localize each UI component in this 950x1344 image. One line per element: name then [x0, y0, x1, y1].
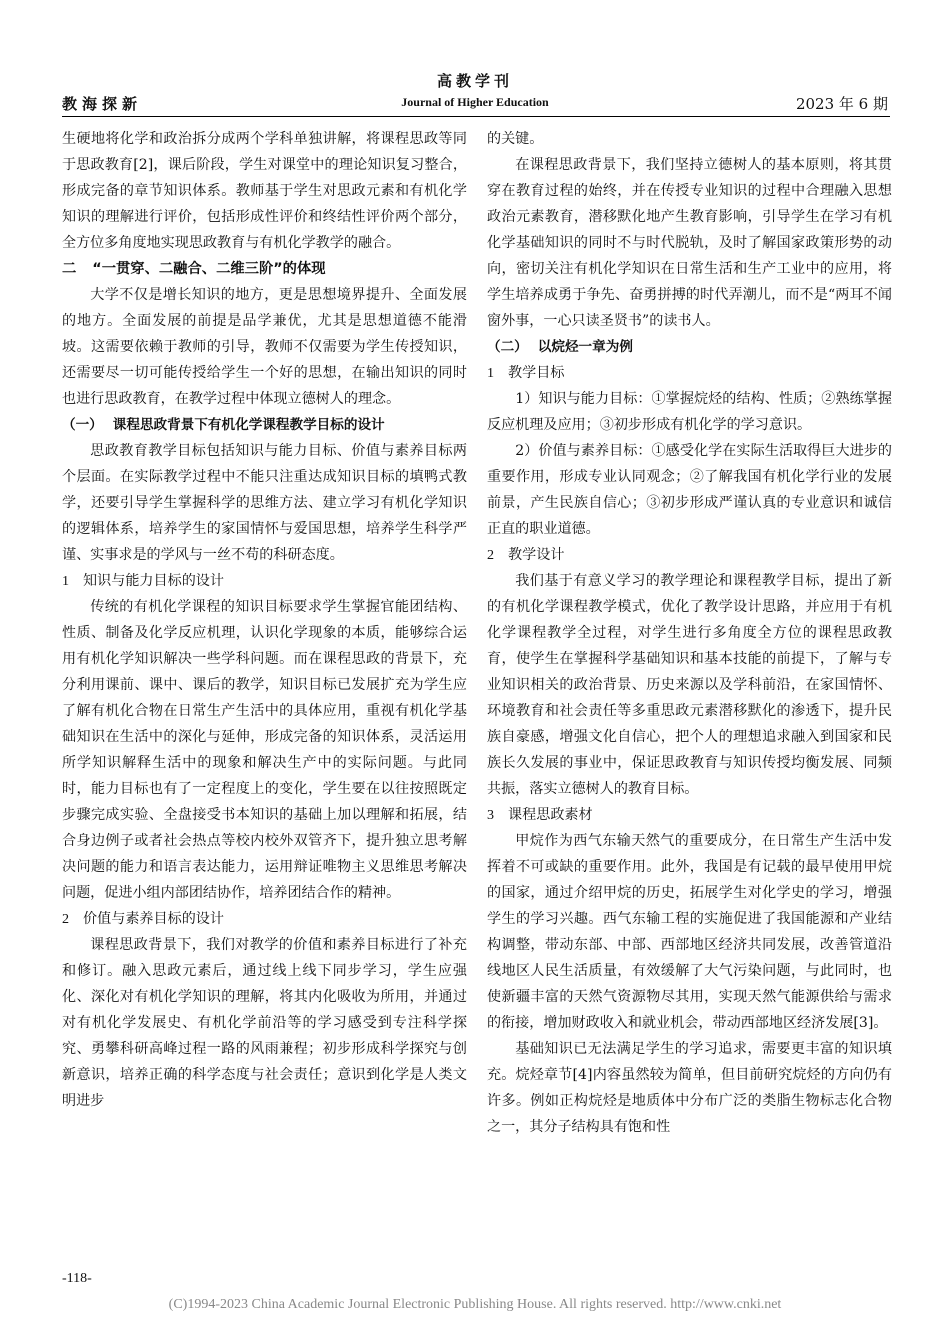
copyright-notice: (C)1994-2023 China Academic Journal Electronic Publishing House. All rights reserved. http://www.cnki.net: [168, 1297, 782, 1312]
subsection-heading: [487, 542, 892, 568]
paragraph: 基础知识已无法满足学生的学习追求，需要更丰富的知识填充。烷烃章节[4]内容虽然较为简单，但目前研究烷烃的方向仍有许多。例如正构烷烃是地质体中分布广泛的类脂生物标志化合物之一，其分子结构具有饱和性: [487, 1041, 892, 1135]
journal-title-cn: 高教学刊: [436, 72, 513, 90]
paragraph: 大学不仅是增长知识的地方，更是思想境界提升、全面发展的地方。全面发展的前提是品学兼优，尤其是思想道德不能滑坡。这需要依赖于教师的引导，教师不仅需要为学生传授知识，还需要尽一切可能传授给学生一个好的思想，在输出知识的同时也进行思政教育，在教学过程中体现立德树人的理念。: [62, 287, 467, 407]
section-heading: [62, 256, 467, 282]
paragraph: 生硬地将化学和政治拆分成两个学科单独讲解，将课程思政等同于思政教育[2]，课后阶段，学生对课堂中的理论知识复习整合，形成完备的章节知识体系。教师基于学生对思政元素和有机化学知识的理解进行评价，包括形成性评价和终结性评价两个部分，全方位多角度地实现思政教育与有机化学教学的融合。: [62, 131, 467, 251]
paragraph: 2）价值与素养目标：①感受化学在实际生活取得巨大进步的重要作用，形成专业认同观念；②了解我国有机化学行业的发展前景，产生民族自信心；③初步形成严谨认真的专业意识和诚信正直的职业道德。: [487, 443, 892, 537]
subsection-heading: [487, 802, 892, 828]
section-heading: [62, 412, 467, 438]
section-heading: [487, 334, 892, 360]
paragraph: 我们基于有意义学习的教学理论和课程教学目标，提出了新的有机化学课程教学模式，优化了教学设计思路，并应用于有机化学课程教学全过程，对学生进行多角度全方位的课程思政教育，使学生在掌握科学基础知识和基本技能的前提下，了解与专业知识相关的政治背景、历史来源以及学科前沿，在家国情怀、环境教育和社会责任等多重思政元素潜移默化的渗透下，提升民族自豪感，增强文化自信心，把个人的理想追求融入到国家和民族长久发展的事业中，保证思政教育与知识传授均衡发展、同频共振，落实立德树人的教育目标。: [487, 573, 892, 797]
heading-number: （二）: [487, 339, 528, 355]
subsection-heading: [62, 906, 467, 932]
page-number: -118-: [62, 1271, 92, 1286]
paragraph: 思政教育教学目标包括知识与能力目标、价值与素养目标两个层面。在实际教学过程中不能只注重达成知识目标的填鸭式教学，还要引导学生掌握科学的思维方法、建立学习有机化学知识的逻辑体系，培养学生的家国情怀与爱国思想，培养学生科学严谨、实事求是的学风与一丝不苟的科研态度。: [62, 443, 467, 563]
heading-number: 1: [62, 573, 70, 589]
heading-text: 价值与素养目标的设计: [83, 911, 224, 927]
paragraph: 的关键。: [487, 131, 544, 147]
paragraph: 在课程思政背景下，我们坚持立德树人的基本原则，将其贯穿在教育过程的始终，并在传授专业知识的过程中合理融入思想政治元素教育，潜移默化地产生教育影响，引导学生在学习有机化学基础知识的同时不与时代脱轨，及时了解国家政策形势的动向，密切关注有机化学知识在日常生活和生产工业中的应用，将学生培养成勇于争先、奋勇拼搏的时代弄潮儿，而不是“两耳不闻窗外事，一心只读圣贤书”的读书人。: [487, 157, 892, 329]
left-column: [62, 126, 467, 1114]
paragraph: 课程思政背景下，我们对教学的价值和素养目标进行了补充和修订。融入思政元素后，通过线上线下同步学习，学生应强化、深化对有机化学知识的理解，将其内化吸收为所用，并通过对有机化学发展史、有机化学前沿等的学习感受到专注科学探究、勇攀科研高峰过程一路的风雨兼程；初步形成科学探究与创新意识，培养正确的科学态度与社会责任；意识到化学是人类文明进步: [62, 937, 467, 1109]
issue-label: 2023 年 6 期: [795, 95, 888, 113]
header-divider: [62, 116, 890, 117]
heading-text: 以烷烃一章为例: [537, 339, 633, 355]
heading-number: 2: [487, 547, 495, 563]
heading-number: 二: [62, 261, 77, 277]
heading-number: 3: [487, 807, 495, 823]
paragraph: 传统的有机化学课程的知识目标要求学生掌握官能团结构、性质、制备及化学反应机理，认识化学现象的本质，能够综合运用有机化学知识解决一些学科问题。而在课程思政的背景下，充分利用课前、课中、课后的教学，知识目标已发展扩充为学生应了解有机化合物在日常生产生活中的具体应用，重视有机化学基础知识在生活中的深化与延伸，形成完备的知识体系，灵活运用所学知识解释生活中的现象和解决生产中的实际问题。与此同时，能力目标也有了一定程度上的变化，学生要在以往按照既定步骤完成实验、全盘接受书本知识的基础上加以理解和拓展，结合身边例子或者社会热点等校内校外双管齐下，提升独立思考解决问题的能力和语言表达能力，运用辩证唯物主义思维思考解决问题，促进小组内部团结协作，培养团结合作的精神。: [62, 599, 467, 901]
subsection-heading: [487, 360, 892, 386]
paragraph: 甲烷作为西气东输天然气的重要成分，在日常生产生活中发挥着不可或缺的重要作用。此外，我国是有记载的最早使用甲烷的国家，通过介绍甲烷的历史，拓展学生对化学史的学习，增强学生的学习兴趣。西气东输工程的实施促进了我国能源和产业结构调整，带动东部、中部、西部地区经济共同发展，改善管道沿线地区人民生活质量，有效缓解了大气污染问题，与此同时，也使新疆丰富的天然气资源物尽其用，实现天然气能源供给与需求的衔接，增加财政收入和就业机会，带动西部地区经济发展[3]。: [487, 833, 892, 1031]
heading-text: 教学设计: [508, 547, 565, 563]
heading-text: 教学目标: [508, 365, 565, 381]
journal-title-en: Journal of Higher Education: [401, 95, 549, 109]
heading-number: （一）: [62, 417, 103, 433]
paragraph: 1）知识与能力目标：①掌握烷烃的结构、性质；②熟练掌握反应机理及应用；③初步形成有机化学的学习意识。: [487, 391, 892, 433]
section-name: 教海探新: [62, 95, 143, 113]
heading-text: 课程思政素材: [508, 807, 593, 823]
right-column: [487, 126, 892, 1140]
heading-text: 课程思政背景下有机化学课程教学目标的设计: [112, 417, 385, 433]
heading-number: 1: [487, 365, 495, 381]
heading-text: 知识与能力目标的设计: [83, 573, 224, 589]
heading-number: 2: [62, 911, 70, 927]
subsection-heading: [62, 568, 467, 594]
heading-text: “一贯穿、二融合、二维三阶”的体现: [92, 261, 326, 277]
